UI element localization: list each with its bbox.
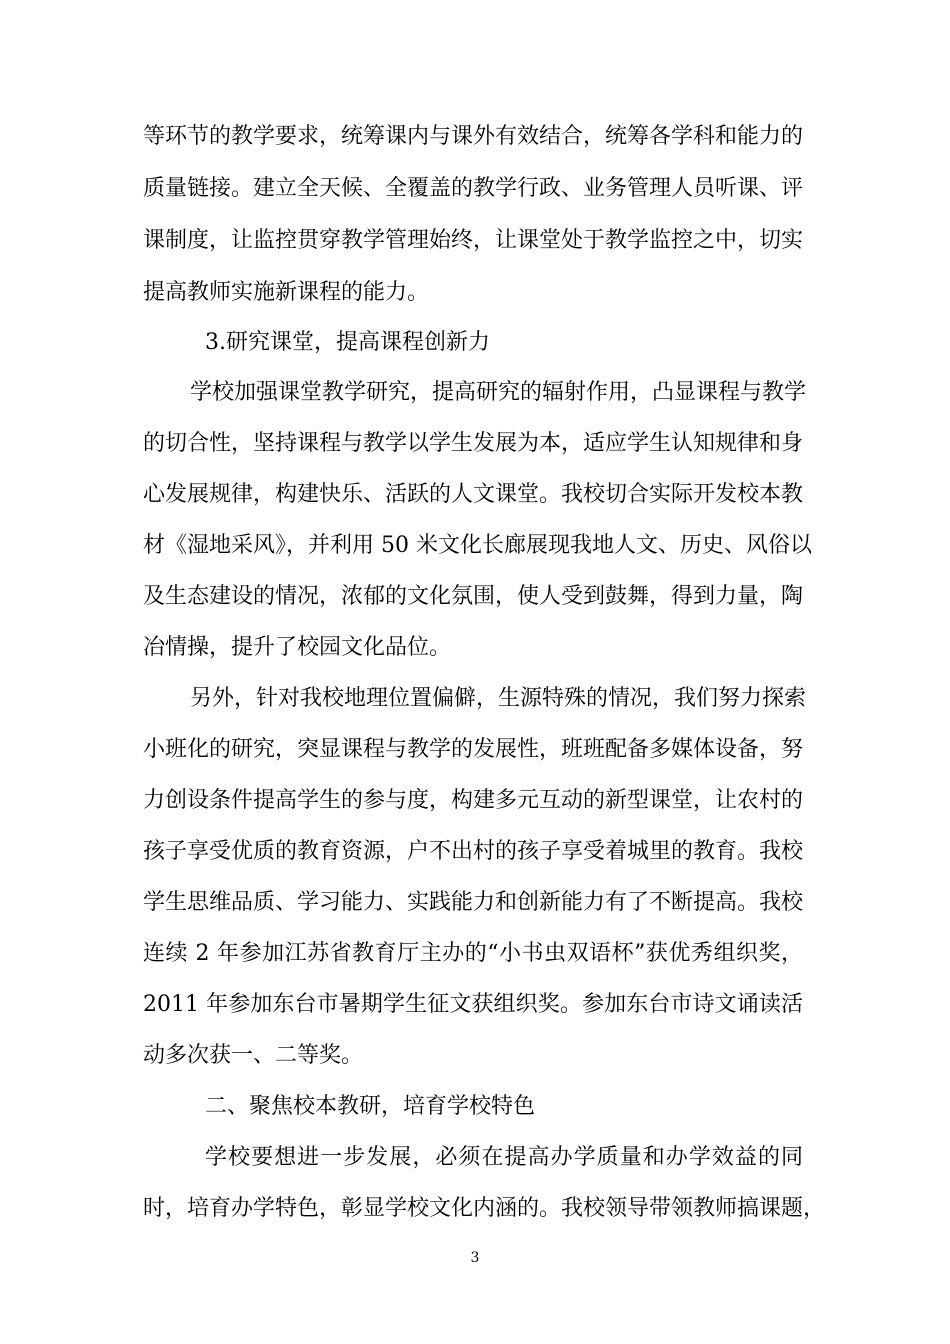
page-number: 3	[470, 1250, 480, 1266]
paragraph-line: 时，培育办学特色，彰显学校文化内涵的。我校领导带领教师搞课题，	[143, 1196, 826, 1221]
paragraph-line: 材《湿地采风》，并利用 50 米文化长廊展现我地人文、历史、风俗以	[143, 533, 812, 558]
section-heading: 二、聚焦校本教研，培育学校特色	[205, 1094, 536, 1119]
paragraph-line: 学校加强课堂教学研究，提高研究的辐射作用，凸显课程与教学	[190, 380, 807, 405]
paragraph-line: 孩子享受优质的教育资源，户不出村的孩子享受着城里的教育。我校	[143, 839, 804, 864]
paragraph-line: 小班化的研究，突显课程与教学的发展性，班班配备多媒体设备，努	[143, 737, 804, 762]
paragraph-line: 学校要想进一步发展，必须在提高办学质量和办学效益的同	[205, 1145, 803, 1170]
paragraph-line: 课制度，让监控贯穿教学管理始终，让课堂处于教学监控之中，切实	[143, 228, 804, 253]
paragraph-line: 的切合性，坚持课程与教学以学生发展为本，适应学生认知规律和身	[143, 431, 804, 456]
paragraph-line: 质量链接。建立全天候、全覆盖的教学行政、业务管理人员听课、评	[143, 176, 804, 201]
paragraph-line: 提高教师实施新课程的能力。	[143, 280, 430, 305]
paragraph-line: 连续 2 年参加江苏省教育厅主办的“小书虫双语杯”获优秀组织奖，	[143, 941, 803, 966]
paragraph-line: 学生思维品质、学习能力、实践能力和创新能力有了不断提高。我校	[143, 890, 804, 915]
paragraph-line: 等环节的教学要求，统筹课内与课外有效结合，统筹各学科和能力的	[143, 124, 804, 149]
paragraph-line: 力创设条件提高学生的参与度，构建多元互动的新型课堂，让农村的	[143, 788, 804, 813]
paragraph-line: 及生态建设的情况，浓郁的文化氛围，使人受到鼓舞，得到力量，陶	[143, 584, 804, 609]
paragraph-line: 另外，针对我校地理位置偏僻，生源特殊的情况，我们努力探索	[190, 686, 807, 711]
paragraph-line: 冶情操，提升了校园文化品位。	[143, 635, 452, 660]
paragraph-line: 2011 年参加东台市暑期学生征文获组织奖。参加东台市诗文诵读活	[143, 992, 803, 1017]
paragraph-line: 动多次获一、二等奖。	[143, 1043, 364, 1068]
paragraph-line: 心发展规律，构建快乐、活跃的人文课堂。我校切合实际开发校本教	[143, 482, 804, 507]
section-heading: 3.研究课堂，提高课程创新力	[205, 330, 490, 355]
